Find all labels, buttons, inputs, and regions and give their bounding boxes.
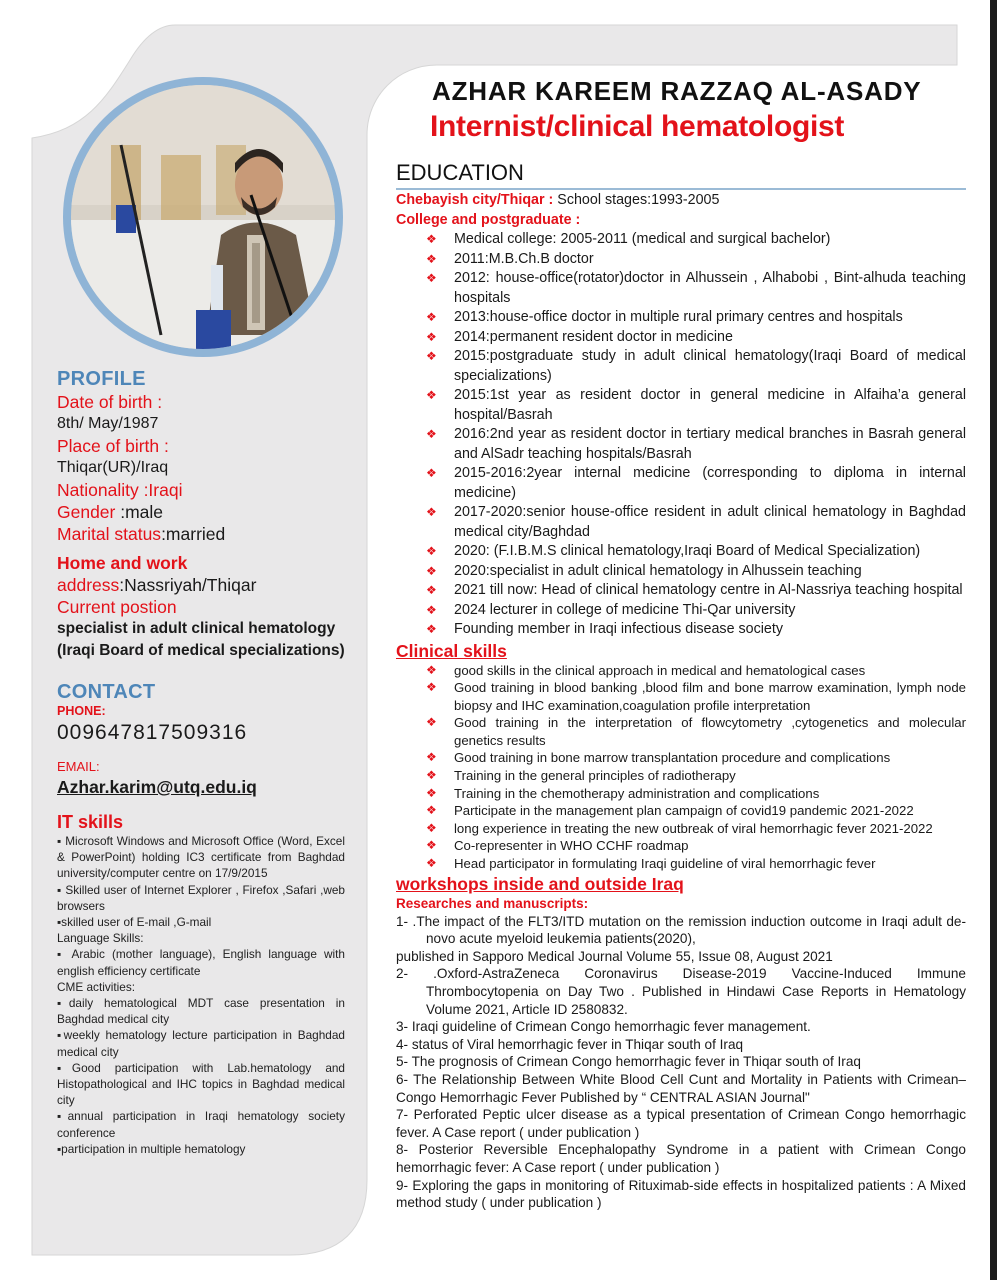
right-edge-strip [990,0,997,1280]
list-item-text: 2015:1st year as resident doctor in general medicine in Alfaiha’a general hospital/Basrah [454,387,966,423]
address [57,574,345,596]
list-item-text: Head participator in formulating Iraqi guideline of viral hemorrhagic fever [454,856,876,872]
list-item-text: good skills in the clinical approach in medical and hematological cases [454,662,866,678]
bullet-icon: ❖ [426,715,437,730]
list-item-text: Good training in the interpretation of flowcytometry ,cytogenetics and molecular genetics results [454,715,966,748]
bullet-icon: ❖ [426,232,437,246]
list-item [426,749,966,767]
position-label: Current postion [57,597,177,617]
list-item [426,503,966,542]
research-item: 1- .The impact of the FLT3/ITD mutation on the remission induction outcome in Iraqi adult de-novo acute myeloid leukemia patients(2020), [396,913,966,947]
research-item: 7- Perforated Peptic ulcer disease as a typical presentation of Crimean Congo hemorrhagic fever. A Case report ( under publication ) [396,1107,966,1140]
research-item: 4- status of Viral hemorrhagic fever in Thiqar south of Iraq [396,1036,744,1052]
bullet-icon: ❖ [426,662,437,677]
portrait-photo-icon [71,85,335,349]
email-link[interactable]: Azhar.karim@utq.edu.iq [57,777,257,797]
list-item [426,620,966,640]
clinical-skills-list [396,662,966,873]
clinical-skills-heading: Clinical skills [396,640,507,661]
person-title: Internist/clinical hematologist [430,110,845,143]
list-item [426,837,966,855]
list-item [426,601,966,621]
bullet-icon: ❖ [426,856,437,871]
research-item: 8- Posterior Reversible Encephalopathy Syndrome in a patient with Crimean Congo hemorrhagic fever: A Case report ( under publication ) [396,1142,966,1175]
list-item [426,562,966,582]
bullet-icon: ❖ [426,785,437,800]
workshops-heading: workshops inside and outside Iraq [396,873,684,894]
bullet-icon: ❖ [426,820,437,835]
list-item-text: 2011:M.B.Ch.B doctor [454,250,594,267]
list-item-text: long experience in treating the new outbreak of viral hemorrhagic fever 2021-2022 [454,820,933,836]
marital-label: Marital status [57,524,162,544]
pob-label: Place of birth : [57,436,169,456]
school-row [396,191,966,211]
list-item [426,425,966,464]
bullet-icon: ❖ [426,310,437,324]
pob-value: Thiqar(UR)/Iraq [57,459,169,476]
list-item [426,714,966,749]
list-item [426,230,966,250]
dob-label: Date of birth : [57,392,163,412]
it-line: CME activities: [57,979,136,994]
education-list [396,230,966,640]
position-value: specialist in adult clinical hematology (Iraqi Board of medical specializations) [57,620,345,659]
bullet-icon: ❖ [426,622,437,636]
list-item-text: Good training in blood banking ,blood film and bone marrow examination, lymph node biopsy and IHC examination,coagulation profile interpretation [454,680,966,713]
research-list [396,913,966,1212]
research-item: 3- Iraqi guideline of Crimean Congo hemorrhagic fever management. [396,1019,811,1035]
school-value: School stages:1993-2005 [557,192,720,208]
gender-label: Gender [57,502,121,522]
it-skills-list [57,833,345,1157]
list-item-text: 2020: (F.I.B.M.S clinical hematology,Iraqi Board of Medical Specialization) [454,543,921,559]
address-value: :Nassriyah/Thiqar [119,575,257,595]
list-item [426,767,966,785]
list-item [426,679,966,714]
list-item-text: 2024 lecturer in college of medicine Thi-Qar university [454,601,796,618]
it-line: ▪participation in multiple hematology [57,1141,246,1156]
address-label: address [57,575,120,595]
bullet-icon: ❖ [426,466,437,480]
it-line: ▪ Skilled user of Internet Explorer , Firefox ,Safari ,web browsers [57,882,345,913]
research-item: 2- .Oxford-AstraZeneca Coronavirus Disease-2019 Vaccine-Induced Immune Thrombocytopenia on Day Two . Published in Hindawi Case Reports in Hematology Volume 2021, Article ID 2580832. [396,966,966,1017]
research-item: 9- Exploring the gaps in monitoring of Rituximab-side effects in hospitalized patients : A Mixed method study ( under publication ) [396,1177,966,1211]
list-item-text: 2014:permanent resident doctor in medicine [454,328,733,345]
list-item-text: 2012: house-office(rotator)doctor in Alhussein , Alhabobi , Bint-alhuda teaching hospitals [454,270,966,306]
bullet-icon: ❖ [426,271,437,285]
it-line: ▪weekly hematology lecture participation in Baghdad medical city [57,1028,345,1059]
list-item-text: 2020:specialist in adult clinical hematology in Alhussein teaching [454,562,862,579]
research-item: 6- The Relationship Between White Blood Cell Cunt and Mortality in Patients with Crimean–Congo Hemorrhagic Fever Published by “ CENTRAL ASIAN Journal" [396,1071,966,1105]
address-heading: Home and work [57,553,188,573]
dob-value: 8th/ May/1987 [57,415,159,432]
list-item-text: Training in the chemotherapy administration and complications [454,785,820,801]
bullet-icon: ❖ [426,838,437,853]
list-item-text: Training in the general principles of radiotherapy [454,768,736,784]
bullet-icon: ❖ [426,680,437,695]
list-item-text: Participate in the management plan campaign of covid19 pandemic 2021-2022 [454,803,914,819]
profile-heading: PROFILE [57,368,146,390]
list-item-text: 2015:postgraduate study in adult clinical hematology(Iraqi Board of medical specializations) [454,348,966,384]
list-item-text: Medical college: 2005-2011 (medical and surgical bachelor) [454,231,831,247]
gender-value: :male [120,502,164,522]
it-line: ▪Good participation with Lab.hematology and Histopathological and IHC topics in Baghdad medical city [57,1060,345,1108]
bullet-icon: ❖ [426,388,437,402]
list-item-text: 2017-2020:senior house-office resident in adult clinical hematology in Baghdad medical city/Baghdad [454,504,966,540]
gender [57,501,345,523]
list-item-text: 2016:2nd year as resident doctor in tertiary medical branches in Basrah general and AlSadr teaching hospitals/Basrah [454,426,966,462]
list-item [426,308,966,328]
list-item [426,662,966,680]
it-line: ▪skilled user of E-mail ,G-mail [57,915,212,930]
list-item-text: Good training in bone marrow transplantation procedure and complications [454,750,891,766]
phone-number[interactable]: 009647817509316 [57,721,248,744]
bullet-icon: ❖ [426,505,437,519]
bullet-icon: ❖ [426,750,437,765]
research-heading: Researches and manuscripts: [396,895,589,911]
list-item [426,820,966,838]
left-column [57,368,345,1157]
list-item-text: Founding member in Iraqi infectious disease society [454,621,783,637]
it-line: ▪annual participation in Iraqi hematology society conference [57,1109,345,1140]
it-line: ▪ Arabic (mother language), English language with english efficiency certificate [57,947,345,978]
profile-photo [63,77,343,357]
list-item [426,802,966,820]
bullet-icon: ❖ [426,251,437,266]
contact-heading: CONTACT [57,681,156,703]
bullet-icon: ❖ [426,427,437,441]
list-item-text: 2013:house-office doctor in multiple rural primary centres and hospitals [454,309,903,325]
list-item [426,542,966,562]
main-column [396,160,966,1212]
bullet-icon: ❖ [426,583,437,597]
list-item [426,250,966,270]
phone-label: PHONE: [57,704,106,718]
it-line: Language Skills: [57,931,144,946]
list-item [426,785,966,803]
bullet-icon: ❖ [426,768,437,783]
bullet-icon: ❖ [426,544,437,558]
bullet-icon: ❖ [426,329,437,344]
list-item [426,269,966,308]
list-item [426,347,966,386]
bullet-icon: ❖ [426,563,437,578]
bullet-icon: ❖ [426,349,437,363]
list-item [426,386,966,425]
list-item [426,328,966,348]
list-item-text: Co-representer in WHO CCHF roadmap [454,838,689,854]
it-line: ▪ Microsoft Windows and Microsoft Office (Word, Excel & PowerPoint) holding IC3 certificate from Baghdad university/computer centre on 17/9/2015 [57,834,345,881]
list-item-text: 2015-2016:2year internal medicine (corresponding to diploma in internal medicine) [454,465,966,501]
person-name: AZHAR KAREEM RAZZAQ AL-ASADY [432,76,922,106]
list-item [426,464,966,503]
school-label: Chebayish city/Thiqar : [396,192,558,208]
list-item-text: 2021 till now: Head of clinical hematology centre in Al-Nassriya teaching hospital [454,582,963,598]
bullet-icon: ❖ [426,803,437,818]
bullet-icon: ❖ [426,602,437,617]
it-skills-heading: IT skills [57,812,124,832]
nationality: Nationality :Iraqi [57,480,183,500]
it-line: ▪daily hematological MDT case presentation in Baghdad medical city [57,996,345,1027]
marital-status [57,523,345,545]
research-item: 5- The prognosis of Crimean Congo hemorrhagic fever in Thiqar south of Iraq [396,1054,861,1070]
email-label: EMAIL: [57,759,100,774]
marital-value: :married [161,524,226,544]
research-item: published in Sapporo Medical Journal Volume 55, Issue 08, August 2021 [396,948,833,964]
education-heading: EDUCATION [396,160,966,190]
list-item [426,581,966,601]
college-label: College and postgraduate : [396,211,581,228]
list-item [426,855,966,873]
